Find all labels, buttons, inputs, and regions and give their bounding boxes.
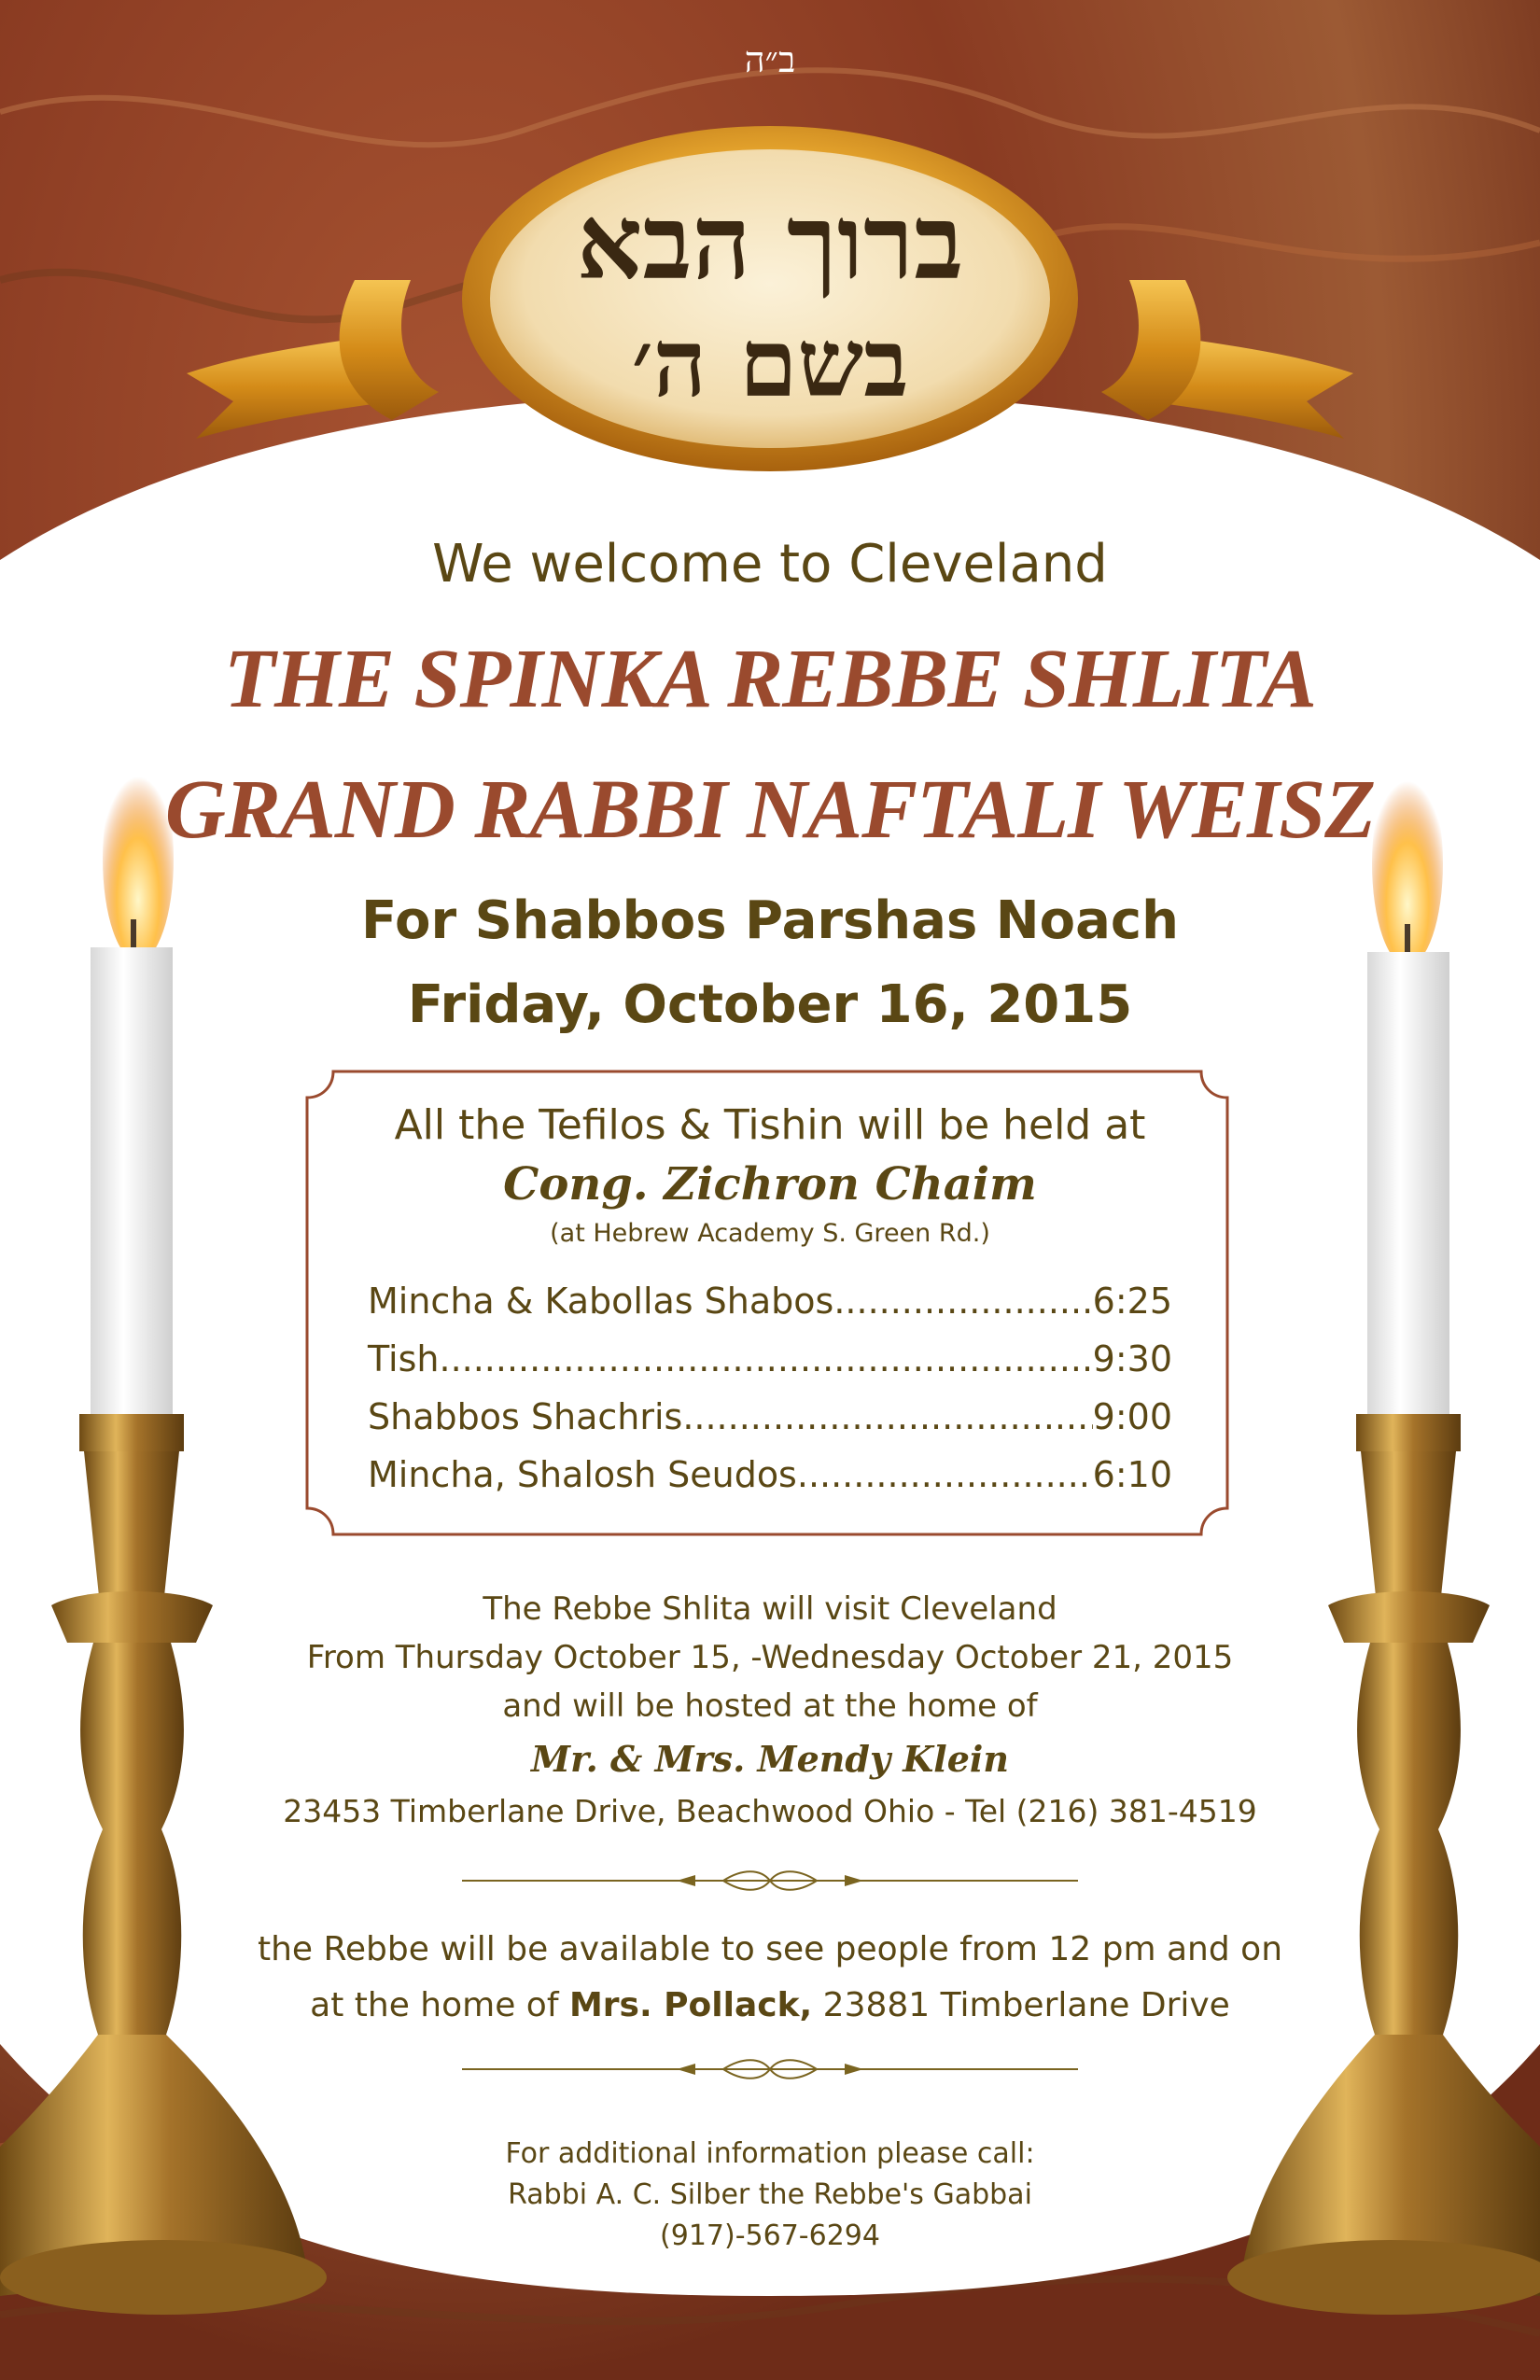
ornament-divider xyxy=(462,1867,1078,1895)
availability-name: Mrs. Pollack, xyxy=(568,1986,813,2024)
banner-line-2: בשם ה׳ xyxy=(631,308,909,418)
availability-suffix: 23881 Timberlane Drive xyxy=(812,1986,1230,2024)
venue-name: Cong. Zichron Chaim xyxy=(503,1158,1037,1211)
bh-mark: ב״ה xyxy=(744,39,796,80)
event-date: Friday, October 16, 2015 xyxy=(407,974,1133,1035)
visit-line-2: From Thursday October 15, -Wednesday October 21, 2015 xyxy=(306,1639,1234,1676)
welcome-text: We welcome to Cleveland xyxy=(432,534,1108,595)
schedule-label: Tish xyxy=(368,1338,440,1379)
visit-line-3: and will be hosted at the home of xyxy=(502,1687,1038,1725)
schedule-row xyxy=(368,1281,1172,1322)
availability-prefix: at the home of xyxy=(310,1986,569,2024)
schedule-time: 9:00 xyxy=(1092,1396,1172,1437)
schedule-label: Mincha & Kabollas Shabos xyxy=(368,1281,834,1322)
availability-line-2 xyxy=(0,1986,1540,2024)
venue-note: (at Hebrew Academy S. Green Rd.) xyxy=(550,1219,990,1248)
schedule-time: 6:10 xyxy=(1092,1454,1172,1495)
title-line-1: THE SPINKA REBBE SHLITA xyxy=(224,633,1316,725)
contact-line-2: Rabbi A. C. Silber the Rebbe's Gabbai xyxy=(508,2178,1032,2211)
shabbos-parsha: For Shabbos Parshas Noach xyxy=(361,890,1179,951)
visit-line-1: The Rebbe Shlita will visit Cleveland xyxy=(483,1590,1057,1628)
schedule-label: Shabbos Shachris xyxy=(368,1396,683,1437)
host-address: 23453 Timberlane Drive, Beachwood Ohio - Tel (216) 381-4519 xyxy=(283,1793,1257,1829)
ornament-divider xyxy=(462,2055,1078,2083)
schedule-row xyxy=(368,1454,1172,1495)
contact-phone: (917)-567-6294 xyxy=(660,2219,880,2252)
schedule-label: Mincha, Shalosh Seudos xyxy=(368,1454,797,1495)
held-at-text: All the Tefilos & Tishin will be held at xyxy=(394,1101,1146,1149)
title-line-2: GRAND RABBI NAFTALI WEISZ xyxy=(164,763,1376,856)
contact-line-1: For additional information please call: xyxy=(505,2137,1035,2170)
schedule-row xyxy=(368,1338,1172,1379)
banner-line-1: ברוך הבא xyxy=(576,182,964,302)
schedule-row xyxy=(368,1396,1172,1437)
availability-line-1: the Rebbe will be available to see people from 12 pm and on xyxy=(257,1930,1283,1968)
schedule-time: 6:25 xyxy=(1092,1281,1172,1322)
schedule-time: 9:30 xyxy=(1092,1338,1172,1379)
host-name: Mr. & Mrs. Mendy Klein xyxy=(531,1738,1009,1780)
